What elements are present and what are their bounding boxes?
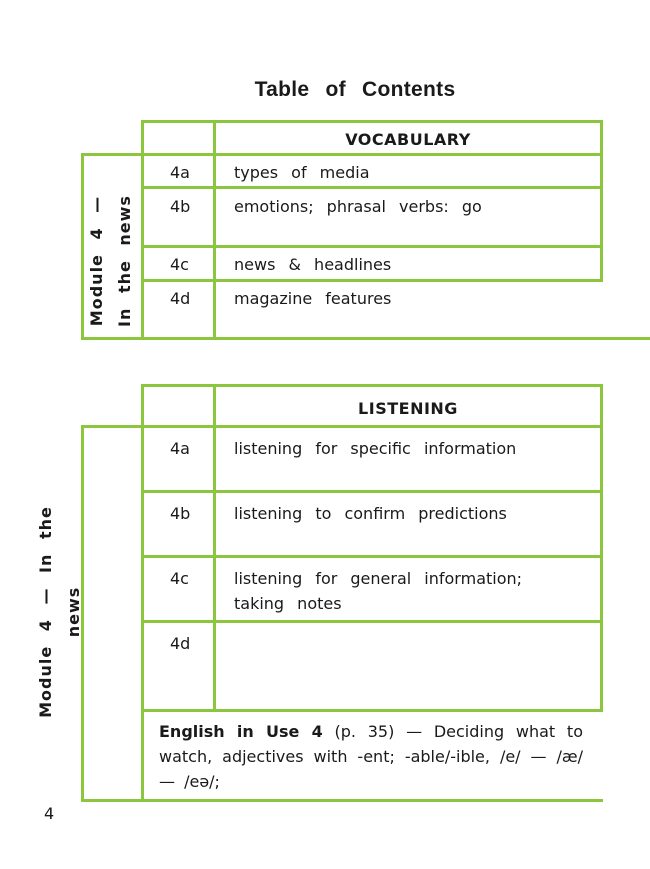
topic-text: listening to confirm predictions [234,504,507,523]
unit-number: 4a [170,439,190,458]
english-in-use-description: — Deciding what to watch, adjectives with -ent; -able/-ible, /e/ — /æ/ — /eə/; [159,722,583,791]
english-in-use-note [159,719,583,794]
unit-number: 4a [170,163,190,182]
english-in-use-title: English in Use 4 [159,722,323,741]
unit-number: 4d [170,289,191,308]
topic-text: magazine features [234,289,392,308]
module-label: Module 4 — In the news [87,195,134,327]
vocabulary-heading: VOCABULARY [345,130,471,149]
listening-heading: LISTENING [358,399,458,418]
topic-text: emotions; phrasal verbs: go [234,197,482,216]
topic-text: listening for general information; [234,569,523,588]
module-label: Module 4 — In the news [36,506,83,718]
page-reference: (p. 35) [334,722,395,741]
page-number: 4 [44,804,55,823]
unit-number: 4b [170,197,191,216]
topic-text: news & headlines [234,255,392,274]
topic-text: types of media [234,163,370,182]
unit-number: 4c [170,255,189,274]
page-title: Table of Contents [254,78,456,101]
unit-number: 4d [170,634,191,653]
unit-number: 4b [170,504,191,523]
topic-text-continued: taking notes [234,594,342,613]
topic-text: listening for specific information [234,439,517,458]
unit-number: 4c [170,569,189,588]
